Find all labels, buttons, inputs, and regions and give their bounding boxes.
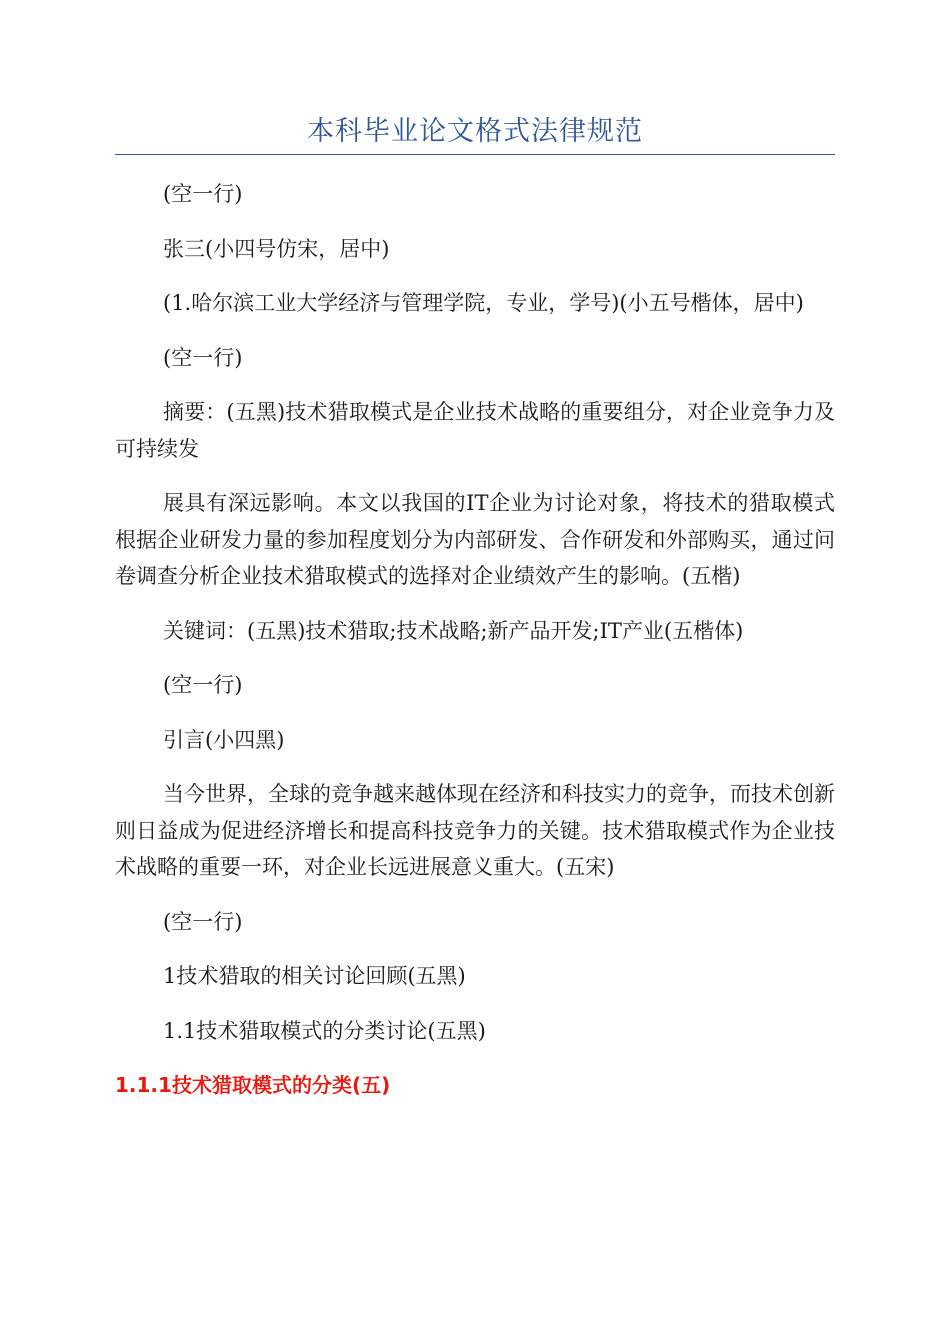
paragraph-keywords: 关键词：(五黑)技术猎取;技术战略;新产品开发;IT产业(五楷体) [163, 618, 744, 643]
paragraph-blank-line-4: (空一行) [163, 909, 243, 934]
document-body [115, 176, 835, 1103]
paragraph-blank-line-2: (空一行) [163, 345, 243, 370]
paragraph-affiliation: (1.哈尔滨工业大学经济与管理学院，专业，学号)(小五号楷体，居中) [163, 291, 804, 315]
paragraph-abstract-1: 摘要：(五黑)技术猎取模式是企业技术战略的重要组分，对企业竞争力及可持续发 [115, 400, 835, 461]
title-underline [115, 154, 835, 155]
paragraph-intro-body: 当今世界，全球的竞争越来越体现在经济和科技实力的竞争，而技术创新则日益成为促进经济增长和提高科技竞争力的关键。技术猎取模式作为企业技术战略的重要一环，对企业长远进展意义重大。(五宋) [115, 782, 835, 879]
section-heading-1: 1技术猎取的相关讨论回顾(五黑) [163, 964, 466, 988]
section-heading-1-1: 1.1技术猎取模式的分类讨论(五黑) [163, 1018, 486, 1043]
paragraph-abstract-2: 展具有深远影响。本文以我国的IT企业为讨论对象，将技术的猎取模式根据企业研发力量的参加程度划分为内部研发、合作研发和外部购买，通过问卷调查分析企业技术猎取模式的选择对企业绩效产生的影响。(五楷) [115, 491, 835, 588]
paragraph-author: 张三(小四号仿宋，居中) [163, 236, 390, 261]
document-title: 本科毕业论文格式法律规范 [307, 116, 643, 147]
section-heading-1-1-1: 1.1.1技术猎取模式的分类(五) [115, 1073, 391, 1097]
paragraph-blank-line-3: (空一行) [163, 673, 243, 697]
paragraph-intro-heading: 引言(小四黑) [163, 727, 285, 752]
paragraph-blank-line-1: (空一行) [163, 182, 243, 206]
